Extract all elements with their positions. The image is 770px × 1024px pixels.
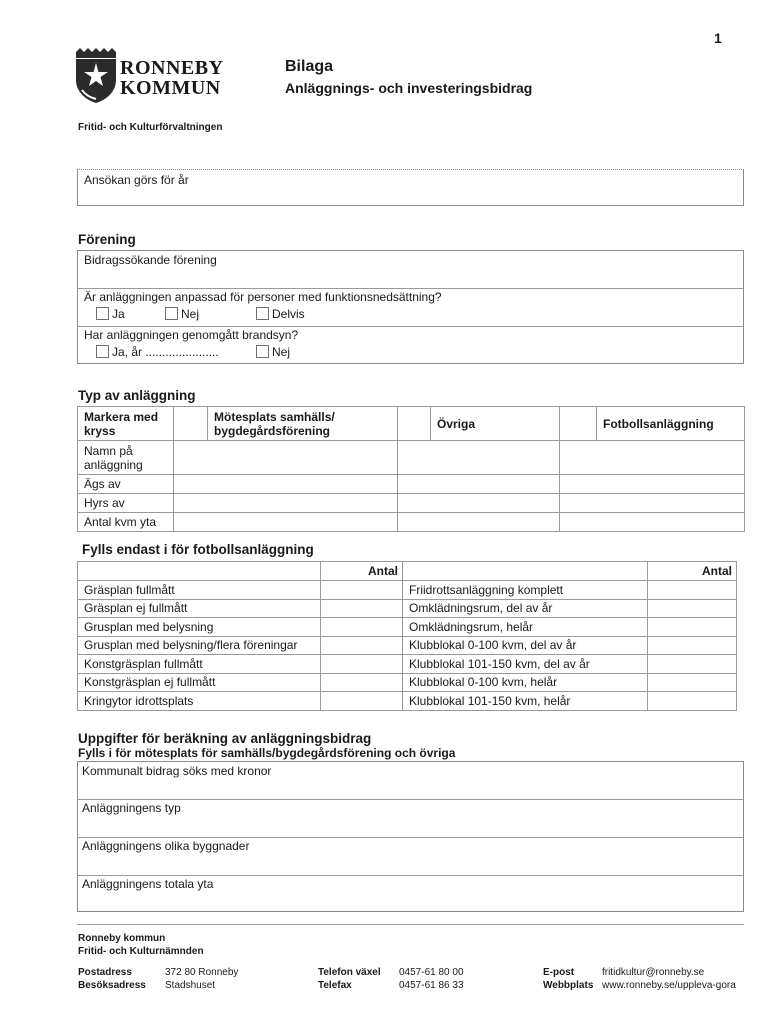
- other-value-cell[interactable]: [398, 513, 560, 532]
- buildings-label: Anläggningens olika byggnader: [82, 839, 250, 853]
- fire-option-ja[interactable]: [96, 345, 219, 359]
- logo-wordmark: [120, 58, 224, 98]
- football-value-cell[interactable]: [560, 513, 745, 532]
- count-header-left: Antal: [321, 562, 403, 581]
- right-item: Omklädningsrum, helår: [403, 618, 648, 637]
- page-number: 1: [714, 30, 722, 46]
- football-mark-cell[interactable]: [560, 407, 597, 441]
- calculation-subheading: Fylls i för mötesplats för samhälls/bygdegårdsförening och övriga: [78, 746, 456, 760]
- other-value-cell[interactable]: [398, 441, 560, 475]
- option-label: Ja: [112, 307, 125, 321]
- table-row: [78, 513, 745, 532]
- department-name: Fritid- och Kulturförvaltningen: [78, 122, 223, 133]
- accessibility-option-delvis[interactable]: [256, 307, 305, 321]
- right-count-cell[interactable]: [648, 692, 737, 711]
- facility-type-table: [77, 406, 745, 532]
- logo-line-1: RONNEBY: [120, 57, 224, 79]
- option-label: Delvis: [272, 307, 305, 321]
- left-count-cell[interactable]: [321, 655, 403, 674]
- grant-amount-label: Kommunalt bidrag söks med kronor: [82, 764, 272, 778]
- football-heading: Fylls endast i för fotbollsanläggning: [82, 542, 314, 557]
- application-year-field[interactable]: [77, 169, 744, 206]
- facility-kind-field[interactable]: [78, 799, 743, 838]
- right-item: Klubblokal 101-150 kvm, del av år: [403, 655, 648, 674]
- fire-option-nej[interactable]: [256, 345, 290, 359]
- col-mark: Markera med kryss: [78, 407, 174, 441]
- footer-address-labels: [78, 966, 146, 992]
- applicant-label: Bidragssökande förening: [84, 253, 217, 267]
- meeting-value-cell[interactable]: [174, 494, 398, 513]
- row-label: Hyrs av: [78, 494, 174, 513]
- table-row: [78, 655, 737, 674]
- right-count-cell[interactable]: [648, 673, 737, 692]
- col-meeting-place: Mötesplats samhälls/ bygdegårdsförening: [208, 407, 398, 441]
- table-row: [78, 494, 745, 513]
- footer-org: [78, 932, 204, 958]
- option-label: Ja, år ......................: [112, 345, 219, 359]
- table-row: [78, 673, 737, 692]
- football-value-cell[interactable]: [560, 475, 745, 494]
- accessibility-question: Är anläggningen anpassad för personer med funktionsnedsättning?: [84, 290, 442, 304]
- grant-amount-field[interactable]: [78, 762, 743, 800]
- logo-line-2: KOMMUN: [120, 77, 221, 99]
- right-count-cell[interactable]: [648, 599, 737, 618]
- table-header-row: [78, 407, 745, 441]
- table-row: [78, 581, 737, 600]
- right-count-cell[interactable]: [648, 636, 737, 655]
- col-football: Fotbollsanläggning: [597, 407, 745, 441]
- left-count-cell[interactable]: [321, 673, 403, 692]
- footer-phone-values: [399, 966, 464, 992]
- checkbox-icon[interactable]: [96, 307, 109, 320]
- fire-inspection-question: Har anläggningen genomgått brandsyn?: [84, 328, 299, 342]
- left-item: Kringytor idrottsplats: [78, 692, 321, 711]
- fax-label: Telefax: [318, 980, 352, 991]
- table-row: [78, 475, 745, 494]
- right-item: Klubblokal 0-100 kvm, helår: [403, 673, 648, 692]
- footer-web-labels: [543, 966, 593, 992]
- checkbox-icon[interactable]: [256, 307, 269, 320]
- footer-phone-labels: [318, 966, 381, 992]
- total-area-label: Anläggningens totala yta: [82, 877, 214, 891]
- meeting-value-cell[interactable]: [174, 441, 398, 475]
- accessibility-row: [78, 288, 743, 327]
- left-count-cell[interactable]: [321, 618, 403, 637]
- footer-committee: Fritid- och Kulturnämnden: [78, 946, 204, 957]
- fax-value: 0457-61 86 33: [399, 980, 464, 991]
- table-row: [78, 618, 737, 637]
- web-value[interactable]: www.ronneby.se/uppleva-gora: [602, 980, 736, 991]
- row-label: Ägs av: [78, 475, 174, 494]
- fire-inspection-row: [78, 326, 743, 363]
- buildings-field[interactable]: [78, 837, 743, 876]
- accessibility-option-ja[interactable]: [96, 307, 125, 321]
- association-heading: Förening: [78, 232, 136, 247]
- right-count-cell[interactable]: [648, 581, 737, 600]
- phone-label: Telefon växel: [318, 967, 381, 978]
- facility-type-heading: Typ av anläggning: [78, 388, 196, 403]
- football-table: [77, 561, 737, 711]
- total-area-field[interactable]: [78, 875, 743, 911]
- left-count-cell[interactable]: [321, 692, 403, 711]
- left-item: Grusplan med belysning/flera föreningar: [78, 636, 321, 655]
- count-header-right: Antal: [648, 562, 737, 581]
- postal-value: 372 80 Ronneby: [165, 967, 239, 978]
- left-item: Konstgräsplan ej fullmått: [78, 673, 321, 692]
- checkbox-icon[interactable]: [256, 345, 269, 358]
- other-value-cell[interactable]: [398, 494, 560, 513]
- football-value-cell[interactable]: [560, 441, 745, 475]
- facility-kind-label: Anläggningens typ: [82, 801, 181, 815]
- postal-label: Postadress: [78, 967, 132, 978]
- football-header-row: [78, 562, 737, 581]
- right-item: Friidrottsanläggning komplett: [403, 581, 648, 600]
- left-count-cell[interactable]: [321, 581, 403, 600]
- footer-web-values: [602, 966, 736, 992]
- footer-org-name: Ronneby kommun: [78, 933, 166, 944]
- visit-label: Besöksadress: [78, 980, 146, 991]
- left-item: Gräsplan ej fullmått: [78, 599, 321, 618]
- accessibility-option-nej[interactable]: [165, 307, 199, 321]
- footer-address-values: [165, 966, 238, 992]
- other-mark-cell[interactable]: [398, 407, 431, 441]
- checkbox-icon[interactable]: [96, 345, 109, 358]
- option-label: Nej: [181, 307, 200, 321]
- calculation-heading: Uppgifter för beräkning av anläggningsbidrag: [78, 731, 372, 746]
- meeting-value-cell[interactable]: [174, 513, 398, 532]
- applicant-field[interactable]: [78, 251, 743, 289]
- row-label: Antal kvm yta: [78, 513, 174, 532]
- association-block: [77, 250, 744, 364]
- document-title: Bilaga: [285, 58, 334, 75]
- table-row: [78, 599, 737, 618]
- table-row: [78, 636, 737, 655]
- table-row: [78, 441, 745, 475]
- phone-value: 0457-61 80 00: [399, 967, 464, 978]
- right-item: Klubblokal 101-150 kvm, helår: [403, 692, 648, 711]
- document-subtitle: Anläggnings- och investeringsbidrag: [285, 80, 533, 96]
- web-label: Webbplats: [543, 980, 594, 991]
- left-count-cell[interactable]: [321, 636, 403, 655]
- right-item: Omklädningsrum, del av år: [403, 599, 648, 618]
- right-count-cell[interactable]: [648, 618, 737, 637]
- calculation-block: [77, 761, 744, 912]
- email-label: E-post: [543, 967, 575, 978]
- left-count-cell[interactable]: [321, 599, 403, 618]
- col-other: Övriga: [431, 407, 560, 441]
- option-label: Nej: [272, 345, 291, 359]
- left-item: Grusplan med belysning: [78, 618, 321, 637]
- left-item: Konstgräsplan fullmått: [78, 655, 321, 674]
- visit-value: Stadshuset: [165, 980, 216, 991]
- football-value-cell[interactable]: [560, 494, 745, 513]
- footer-divider: [77, 924, 744, 925]
- checkbox-icon[interactable]: [165, 307, 178, 320]
- table-row: [78, 692, 737, 711]
- crest-logo-icon: [74, 46, 120, 104]
- other-value-cell[interactable]: [398, 475, 560, 494]
- application-year-label: Ansökan görs för år: [84, 173, 189, 187]
- meeting-value-cell[interactable]: [174, 475, 398, 494]
- row-label: Namn på anläggning: [78, 441, 174, 475]
- right-count-cell[interactable]: [648, 655, 737, 674]
- email-value[interactable]: fritidkultur@ronneby.se: [602, 967, 705, 978]
- left-item: Gräsplan fullmått: [78, 581, 321, 600]
- meeting-mark-cell[interactable]: [174, 407, 208, 441]
- right-item: Klubblokal 0-100 kvm, del av år: [403, 636, 648, 655]
